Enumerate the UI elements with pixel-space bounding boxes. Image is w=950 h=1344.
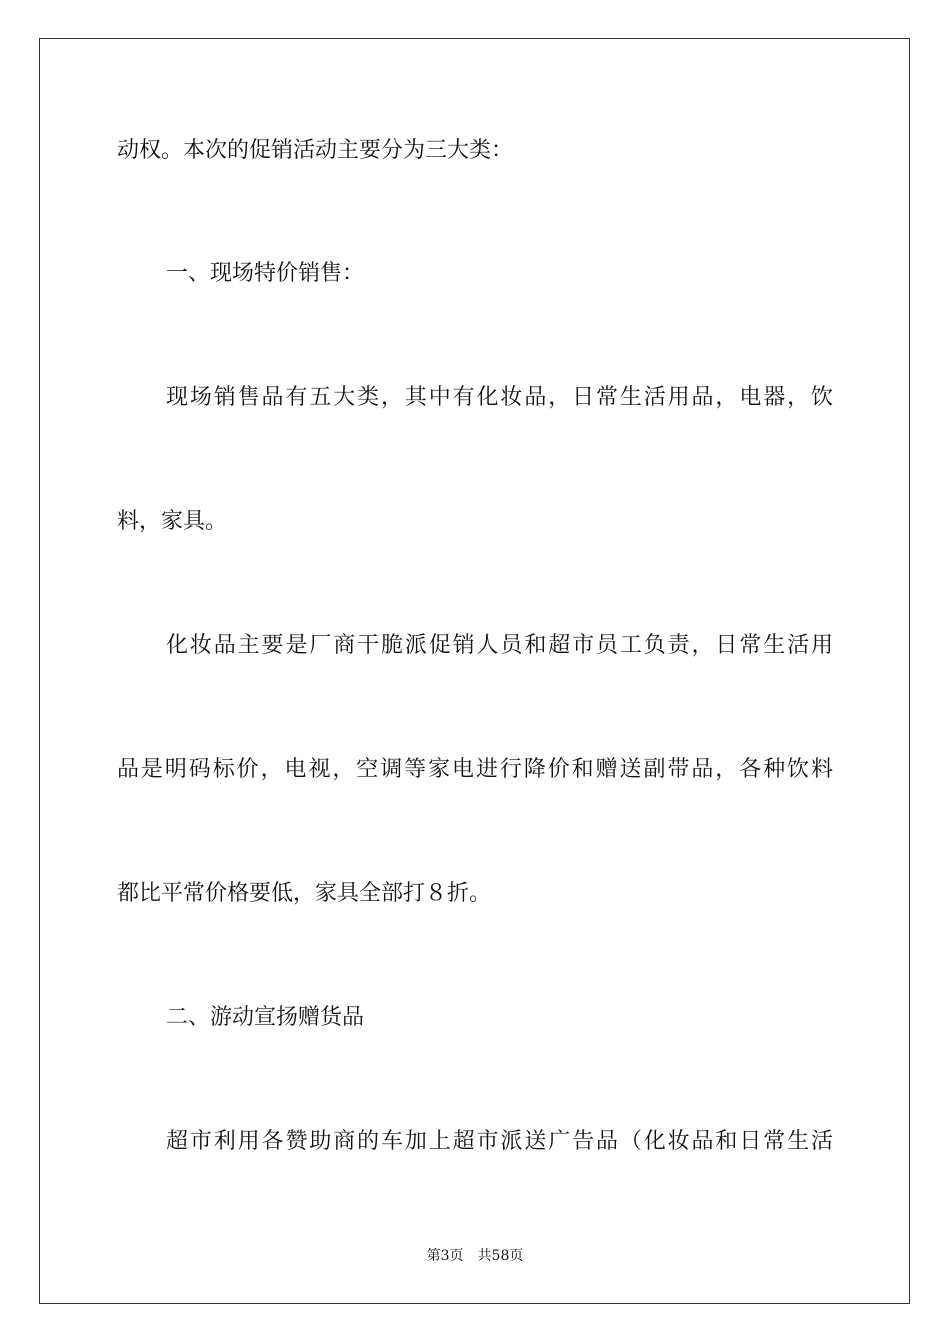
page-footer — [0, 1247, 950, 1265]
body-line-5: 化妆品主要是厂商干脆派促销人员和超市员工负责，日常生活用 — [166, 633, 833, 658]
body-line-3: 现场销售品有五大类，其中有化妆品，日常生活用品，电器，饮 — [166, 385, 833, 410]
body-line-9: 超市利用各赞助商的车加上超市派送广告品（化妆品和日常生活 — [166, 1129, 833, 1154]
section-heading-1: 一、现场特价销售： — [166, 261, 365, 286]
body-line-7: 都比平常价格要低，家具全部打８折。 — [117, 881, 492, 906]
section-heading-2: 二、游动宣扬赠货品 — [166, 1005, 365, 1030]
body-line-1: 动权。本次的促销活动主要分为三大类： — [117, 138, 514, 163]
body-line-4: 料，家具。 — [117, 509, 228, 534]
body-line-6: 品是明码标价，电视，空调等家电进行降价和赠送副带品，各种饮料 — [117, 757, 833, 782]
page-number: 第3页 — [426, 1248, 464, 1264]
page-total: 共58页 — [477, 1248, 524, 1264]
page-border — [39, 38, 910, 1304]
